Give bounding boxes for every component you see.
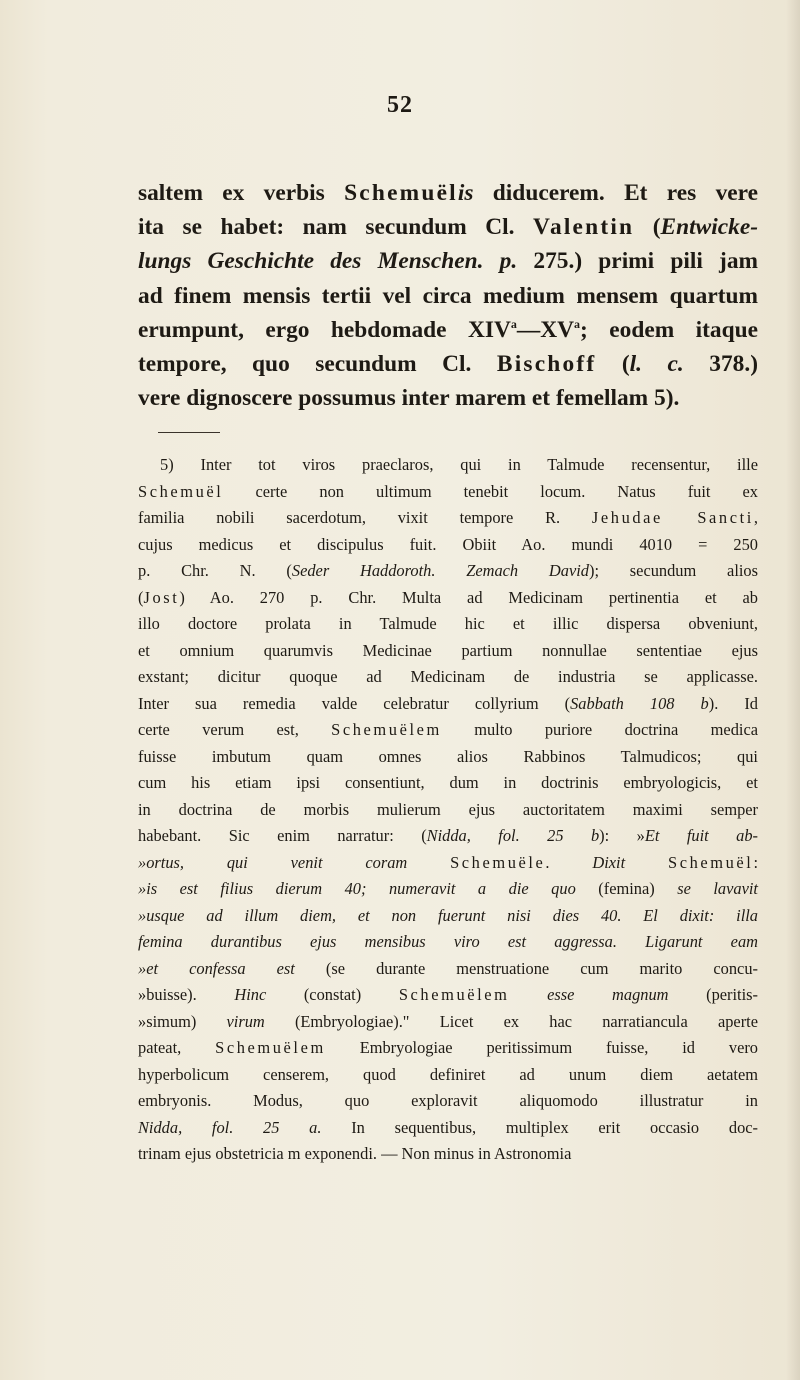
footnote-line: cujus medicus et discipulus fuit. Obiit Ao. mundi 4010 = 250 xyxy=(138,534,758,554)
footnote-line: familia nobili sacerdotum, vixit tempore R. Jehudae Sancti, xyxy=(138,508,758,527)
footnote-line: »usque ad illum diem, et non fuerunt nisi dies 40. El dixit: illa xyxy=(138,905,758,925)
footnote-line: p. Chr. N. (Seder Haddoroth. Zemach David); secundum alios xyxy=(138,561,759,580)
footnote-line: Inter sua remedia valde celebratur collyrium (Sabbath 108 b). Id xyxy=(138,693,758,713)
footnote-line: fuisse imbutum quam omnes alios Rabbinos Talmudicos; qui xyxy=(138,746,758,766)
footnote-line: »buisse). Hinc (constat) Schemuëlem esse magnum (peritis- xyxy=(138,985,759,1004)
page-number: 52 xyxy=(387,92,413,118)
footnote-line: habebant. Sic enim narratur: (Nidda, fol. 25 b): »Et fuit ab- xyxy=(138,826,759,845)
footnote-line: »is est filius dierum 40; numeravit a die quo (femina) se lavavit xyxy=(138,879,758,898)
footnote-line: »et confessa est (se durante menstruatione cum marito concu- xyxy=(138,958,758,978)
footnote xyxy=(138,452,758,1168)
footnote-line: hyperbolicum censerem, quod definiret ad unum diem aetatem xyxy=(138,1064,758,1084)
footnote-line: »simum) virum (Embryologiae)." Licet ex hac narratiancula aperte xyxy=(138,1011,758,1031)
page-edge-shadow xyxy=(786,0,800,1380)
spaced-name: Valentin xyxy=(533,214,635,241)
footnote-line: 5) Inter tot viros praeclaros, qui in Talmude recensentur, ille xyxy=(160,455,758,474)
footnote-line: pateat, Schemuëlem Embryologiae peritissimum fuisse, id vero xyxy=(138,1038,758,1057)
footnote-line: Nidda, fol. 25 a. In sequentibus, multiplex erit occasio doc- xyxy=(138,1117,758,1137)
footnote-line: »ortus, qui venit coram Schemuële. Dixit Schemuël: xyxy=(138,852,758,872)
footnote-line: cum his etiam ipsi consentiunt, dum in doctrinis embryologicis, et xyxy=(138,773,758,792)
main-line: saltem ex verbis Schemuëlis diducerem. Et res vere xyxy=(138,180,758,206)
footnote-divider xyxy=(158,432,220,433)
spaced-name: Bischoff xyxy=(496,351,597,378)
main-line: vere dignoscere possumus inter marem et femellam 5). xyxy=(138,385,680,412)
footnote-line: (Jost) Ao. 270 p. Chr. Multa ad Medicinam pertinentia et ab xyxy=(138,587,758,607)
main-line: tempore, quo secundum Cl. Bischoff (l. c. 378.) xyxy=(138,351,758,378)
footnote-line: certe verum est, Schemuëlem multo puriore doctrina medica xyxy=(138,720,758,739)
footnote-line: exstant; dicitur quoque ad Medicinam de industria se applicasse. xyxy=(138,667,758,686)
main-line: ad finem mensis tertii vel circa medium mensem quartum xyxy=(138,282,758,309)
main-line: ita se habet: nam secundum Cl. Valentin (Entwicke- xyxy=(138,214,758,241)
footnote-line: embryonis. Modus, quo exploravit aliquomodo illustratur in xyxy=(138,1091,758,1110)
spaced-name: Schemuël xyxy=(344,180,458,206)
footnote-line: in doctrina de morbis mulierum ejus auctoritatem maximi semper xyxy=(138,799,758,819)
main-text xyxy=(138,176,758,415)
main-line: lungs Geschichte des Menschen. p. 275.) primi pili jam xyxy=(138,248,758,275)
footnote-line: et omnium quarumvis Medicinae partium nonnullae sententiae ejus xyxy=(138,640,758,660)
main-line: erumpunt, ergo hebdomade $XIV^a—XV^a$; eodem itaque xyxy=(138,316,758,343)
footnote-line: femina durantibus ejus mensibus viro est aggressa. Ligarunt eam xyxy=(138,932,758,951)
footnote-line: Schemuël certe non ultimum tenebit locum. Natus fuit ex xyxy=(138,481,758,501)
footnote-line: trinam ejus obstetricia m exponendi. — Non minus in Astronomia xyxy=(138,1144,572,1163)
footnote-line: illo doctore prolata in Talmude hic et illic dispersa obveniunt, xyxy=(138,614,758,633)
